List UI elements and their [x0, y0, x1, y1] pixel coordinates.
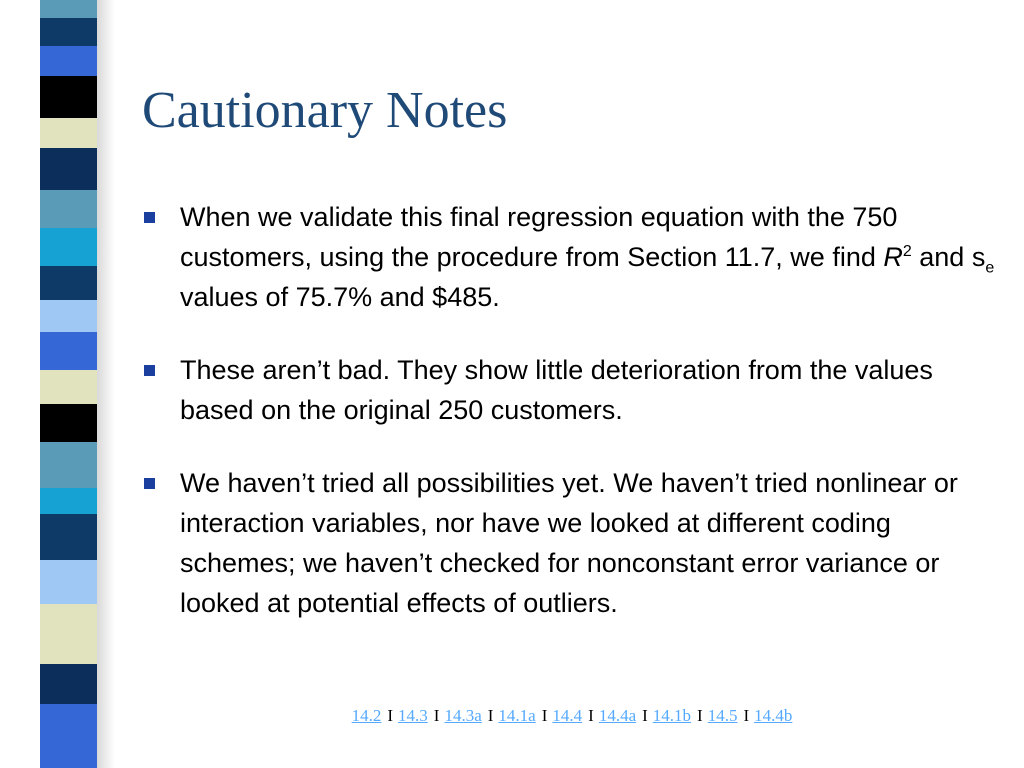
- nav-separator: I: [743, 706, 750, 725]
- bullet-text: values of 75.7% and $485.: [180, 282, 500, 312]
- bullet-item: [142, 197, 1002, 317]
- stripe: [40, 18, 97, 46]
- bullet-text: When we validate this final regression equation with the 750 customers, using the procedure from Section 11.7, we find: [180, 202, 898, 272]
- stripe: [40, 514, 97, 560]
- nav-separator: I: [697, 706, 703, 725]
- bullet-text: and s: [911, 242, 986, 272]
- slide-title: Cautionary Notes: [142, 82, 508, 139]
- stripe: [40, 370, 97, 404]
- stripe: [40, 46, 97, 76]
- nav-link-14-3a[interactable]: 14.3a: [444, 706, 482, 725]
- nav-separator: I: [433, 706, 440, 725]
- nav-separator: I: [487, 706, 494, 725]
- bullet-item: [142, 463, 1002, 623]
- stripe: [40, 488, 97, 514]
- bullet-text: These aren’t bad. They show little deterioration from the values based on the original 250 customers.: [180, 355, 933, 425]
- r-superscript: 2: [902, 243, 912, 260]
- stripe: [40, 300, 97, 332]
- stripe: [40, 604, 97, 664]
- stripe-shadow: [97, 0, 115, 768]
- nav-separator: I: [642, 706, 648, 725]
- stripe: [40, 266, 97, 300]
- r-symbol: R: [883, 242, 903, 272]
- bullet-text: We haven’t tried all possibilities yet. We haven’t tried nonlinear or interaction variables, nor have we looked at different coding schemes; we haven’t checked for nonconstant error variance or looked at potential effects of outliers.: [180, 468, 958, 618]
- stripe: [40, 442, 97, 488]
- nav-separator: I: [588, 706, 594, 725]
- nav-link-14-1b[interactable]: 14.1b: [652, 706, 692, 725]
- decorative-stripe-bar: [40, 0, 97, 768]
- stripe: [40, 118, 97, 148]
- nav-separator: I: [541, 706, 548, 725]
- stripe: [40, 332, 97, 370]
- square-bullet-icon: [144, 365, 155, 376]
- bullet-item: [142, 350, 1002, 430]
- stripe: [40, 148, 97, 190]
- nav-link-14-2[interactable]: 14.2: [351, 706, 382, 725]
- section-nav: [0, 706, 1024, 726]
- stripe: [40, 0, 97, 18]
- nav-link-14-4b[interactable]: 14.4b: [754, 706, 793, 725]
- square-bullet-icon: [144, 212, 155, 223]
- stripe: [40, 228, 97, 266]
- bullet-list: [142, 197, 1002, 656]
- stripe: [40, 664, 97, 704]
- square-bullet-icon: [144, 478, 155, 489]
- stripe: [40, 560, 97, 604]
- nav-link-14-1a[interactable]: 14.1a: [498, 706, 536, 725]
- nav-link-14-4[interactable]: 14.4: [552, 706, 583, 725]
- nav-link-14-4a[interactable]: 14.4a: [598, 706, 637, 725]
- nav-separator: I: [387, 706, 394, 725]
- stripe: [40, 190, 97, 228]
- s-subscript: e: [985, 259, 995, 277]
- nav-link-14-5[interactable]: 14.5: [707, 706, 738, 725]
- nav-link-14-3[interactable]: 14.3: [398, 706, 428, 725]
- stripe: [40, 404, 97, 442]
- stripe: [40, 76, 97, 118]
